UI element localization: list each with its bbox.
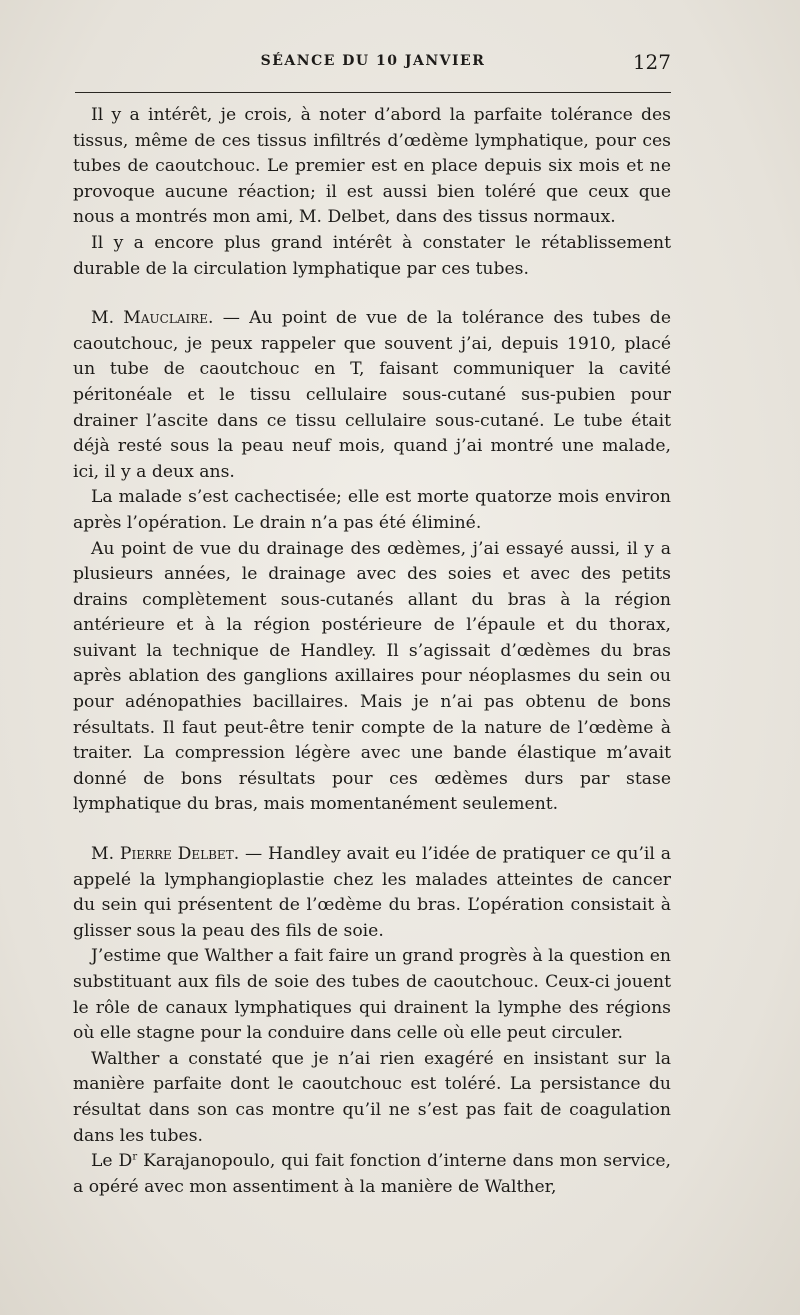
- header-rule: [75, 92, 671, 93]
- paragraph: Au point de vue du drainage des œdèmes, j’ai essayé aussi, il y a plusieurs années, le drainage avec des soies et avec des petits drains complètement sous-cutanés allant du bras à la région antérieure et à la région postérieure de l’épaule et du thorax, suivant la technique de Handley. Il s’agissait d’œdèmes du bras après ablation des ganglions axillaires pour néoplasmes du sein ou pour adénopathies bacillaires. Mais je n’ai pas obtenu de bons résultats. Il faut peut-être tenir compte de la nature de l’œdème à traiter. La compression légère avec une bande élastique m’avait donné de bons résultats pour ces œdèmes durs par stase lymphatique du bras, mais momentanément seulement.: [73, 538, 671, 815]
- running-title: SÉANCE DU 10 JANVIER: [260, 53, 486, 69]
- section-mauclaire: [73, 306, 671, 818]
- paragraph-text: . — Au point de vue de la tolérance des tubes de caoutchouc, je peux rappeler que souvent j’ai, depuis 1910, placé un tube de caoutchouc en T, faisant communiquer la cavité péritonéale et le tissu cellulaire sous-cutané sus-pubien pour drainer l’ascite dans ce tissu cellulaire sous-cutané. Le tube était déjà resté sous la peau neuf mois, quand j’ai montré une malade, ici, il y a deux ans.: [73, 308, 671, 482]
- speaker-name: Mauclaire: [123, 308, 209, 329]
- page-number: 127: [632, 50, 671, 74]
- paragraph: [73, 306, 671, 485]
- paragraph-text: . — Handley avait eu l’idée de pratiquer ce qu’il a appelé la lymphangioplastie chez les malades atteintes de cancer du sein qui présentent de l’œdème du bras. L’opération consistait à glisser sous la peau des fils de soie.: [73, 844, 671, 941]
- body-text: [73, 103, 671, 1200]
- speaker-prefix: M.: [91, 844, 120, 865]
- paragraph-lead: Le D: [91, 1151, 133, 1172]
- section-walther-remarks: [73, 103, 671, 282]
- section-pierre-delbet: [73, 842, 671, 1200]
- superscript: r: [132, 1151, 138, 1163]
- paragraph: La malade s’est cachectisée; elle est morte quatorze mois environ après l’opération. Le drain n’a pas été éliminé.: [73, 487, 671, 533]
- paragraph: [73, 842, 671, 944]
- paragraph: J’estime que Walther a fait faire un grand progrès à la question en substituant aux fils de soie des tubes de caoutchouc. Ceux-ci jouent le rôle de canaux lymphatiques qui drainent la lymphe des régions où elle stagne pour la conduire dans celle où elle peut circuler.: [73, 946, 671, 1044]
- paragraph: Walther a constaté que je n’ai rien exagéré en insistant sur la manière parfaite dont le caoutchouc est toléré. La persistance du résultat dans son cas montre qu’il ne s’est pas fait de coagulation dans les tubes.: [73, 1048, 671, 1146]
- speaker-prefix: M.: [91, 308, 124, 329]
- running-header: [75, 50, 671, 80]
- paragraph: Il y a encore plus grand intérêt à constater le rétablissement durable de la circulation lymphatique par ces tubes.: [73, 232, 671, 279]
- paragraph-text: Karajanopoulo, qui fait fonction d’interne dans mon service, a opéré avec mon assentiment à la manière de Walther,: [73, 1151, 671, 1197]
- speaker-name: Pierre Delbet: [119, 844, 234, 865]
- paragraph: Il y a intérêt, je crois, à noter d’abord la parfaite tolérance des tissus, même de ces tissus infiltrés d’œdème lymphatique, pour ces tubes de caoutchouc. Le premier est en place depuis six mois et ne provoque aucune réaction; il est aussi bien toléré que ceux que nous a montrés mon ami, M. Delbet, dans des tissus normaux.: [73, 105, 671, 228]
- paragraph: [73, 1149, 671, 1200]
